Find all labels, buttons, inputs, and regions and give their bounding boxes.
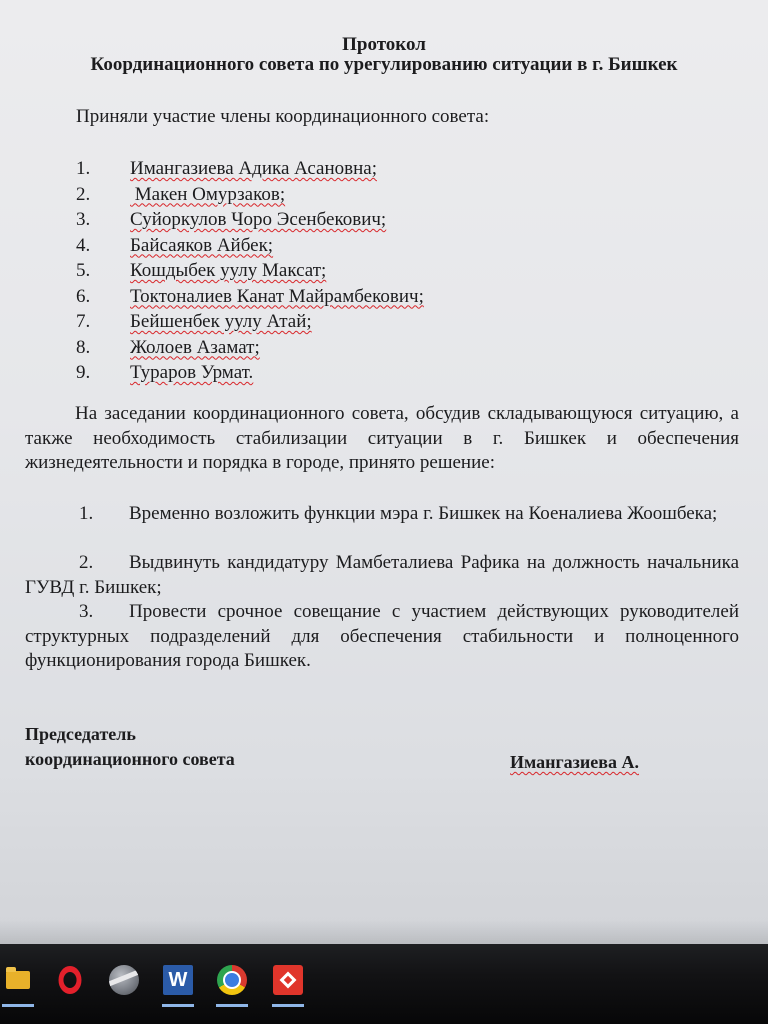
decision-text: Временно возложить функции мэра г. Бишкек на Коеналиева Жоошбека; bbox=[129, 503, 718, 524]
decision-number: 1. bbox=[79, 503, 94, 524]
decision-number: 3. bbox=[79, 601, 94, 622]
document-subtitle: Координационного совета по урегулированию ситуации в г. Бишкек bbox=[90, 54, 678, 75]
list-item bbox=[76, 158, 424, 184]
list-item bbox=[76, 260, 424, 286]
opera-icon bbox=[59, 966, 82, 994]
chair-label bbox=[25, 722, 235, 772]
taskbar-anydesk[interactable] bbox=[270, 962, 306, 998]
taskbar-word[interactable] bbox=[160, 962, 196, 998]
list-item bbox=[76, 209, 424, 235]
list-item-number: 7. bbox=[76, 311, 91, 332]
member-name: Имангазиева Адика Асановна; bbox=[130, 158, 377, 179]
members-list bbox=[76, 158, 424, 388]
member-name: Кошдыбек уулу Максат; bbox=[130, 260, 327, 281]
chair-label-line: координационного совета bbox=[25, 749, 235, 769]
decision-item bbox=[25, 600, 739, 674]
anydesk-icon bbox=[273, 965, 303, 995]
taskbar-chrome[interactable] bbox=[214, 962, 250, 998]
chair-name: Имангазиева А. bbox=[510, 752, 639, 772]
list-item-number: 2. bbox=[76, 183, 91, 205]
list-item-number: 9. bbox=[76, 362, 91, 383]
member-name: Токтоналиев Канат Майрамбекович; bbox=[130, 285, 424, 307]
meeting-paragraph: На заседании координационного совета, обсудив складывающуюся ситуацию, а также необходимость стабилизации ситуации в г. Бишкек и обеспечения жизнедеятельности и порядка в городе, принято решение: bbox=[25, 403, 739, 473]
list-item bbox=[76, 337, 424, 363]
member-name: Байсаяков Айбек; bbox=[130, 234, 274, 256]
list-item-number: 5. bbox=[76, 260, 91, 281]
taskbar-globe-app[interactable] bbox=[106, 962, 142, 998]
list-item-number: 1. bbox=[76, 158, 91, 179]
list-item bbox=[76, 311, 424, 337]
list-item-number: 3. bbox=[76, 209, 91, 230]
taskbar-file-explorer[interactable] bbox=[0, 962, 36, 998]
document-title: Протокол bbox=[342, 34, 426, 55]
page-edge-shadow bbox=[0, 920, 768, 944]
list-item-number: 4. bbox=[76, 234, 91, 256]
word-icon bbox=[163, 965, 193, 995]
globe-icon bbox=[109, 965, 139, 995]
member-name: Макен Омурзаков; bbox=[130, 183, 286, 205]
word-icon-letter: W bbox=[168, 968, 188, 991]
chair-label-line: Председатель bbox=[25, 724, 136, 744]
decision-item bbox=[25, 551, 739, 600]
taskbar bbox=[0, 944, 768, 1024]
members-intro: Приняли участие члены координационного совета: bbox=[76, 106, 490, 127]
taskbar-opera[interactable] bbox=[52, 962, 88, 998]
list-item-number: 8. bbox=[76, 336, 91, 358]
decision-number: 2. bbox=[79, 552, 94, 573]
decision-text: Выдвинуть кандидатуру Мамбеталиева Рафика на должность начальника ГУВД г. Бишкек; bbox=[25, 552, 739, 598]
member-name: Суйоркулов Чоро Эсенбекович; bbox=[130, 209, 387, 230]
member-name: Тураров Урмат. bbox=[130, 362, 254, 383]
decision-item bbox=[25, 502, 739, 527]
member-name: Жолоев Азамат; bbox=[130, 336, 260, 358]
decision-text: Провести срочное совещание с участием действующих руководителей структурных подразделений для обеспечения стабильности и полноценного функционирования города Бишкек. bbox=[25, 601, 739, 671]
member-name: Бейшенбек уулу Атай; bbox=[130, 311, 312, 332]
list-item bbox=[76, 362, 424, 388]
chrome-icon bbox=[217, 965, 247, 995]
list-item bbox=[76, 235, 424, 261]
list-item bbox=[76, 184, 424, 210]
folder-icon bbox=[6, 971, 30, 989]
list-item bbox=[76, 286, 424, 312]
list-item-number: 6. bbox=[76, 285, 91, 307]
